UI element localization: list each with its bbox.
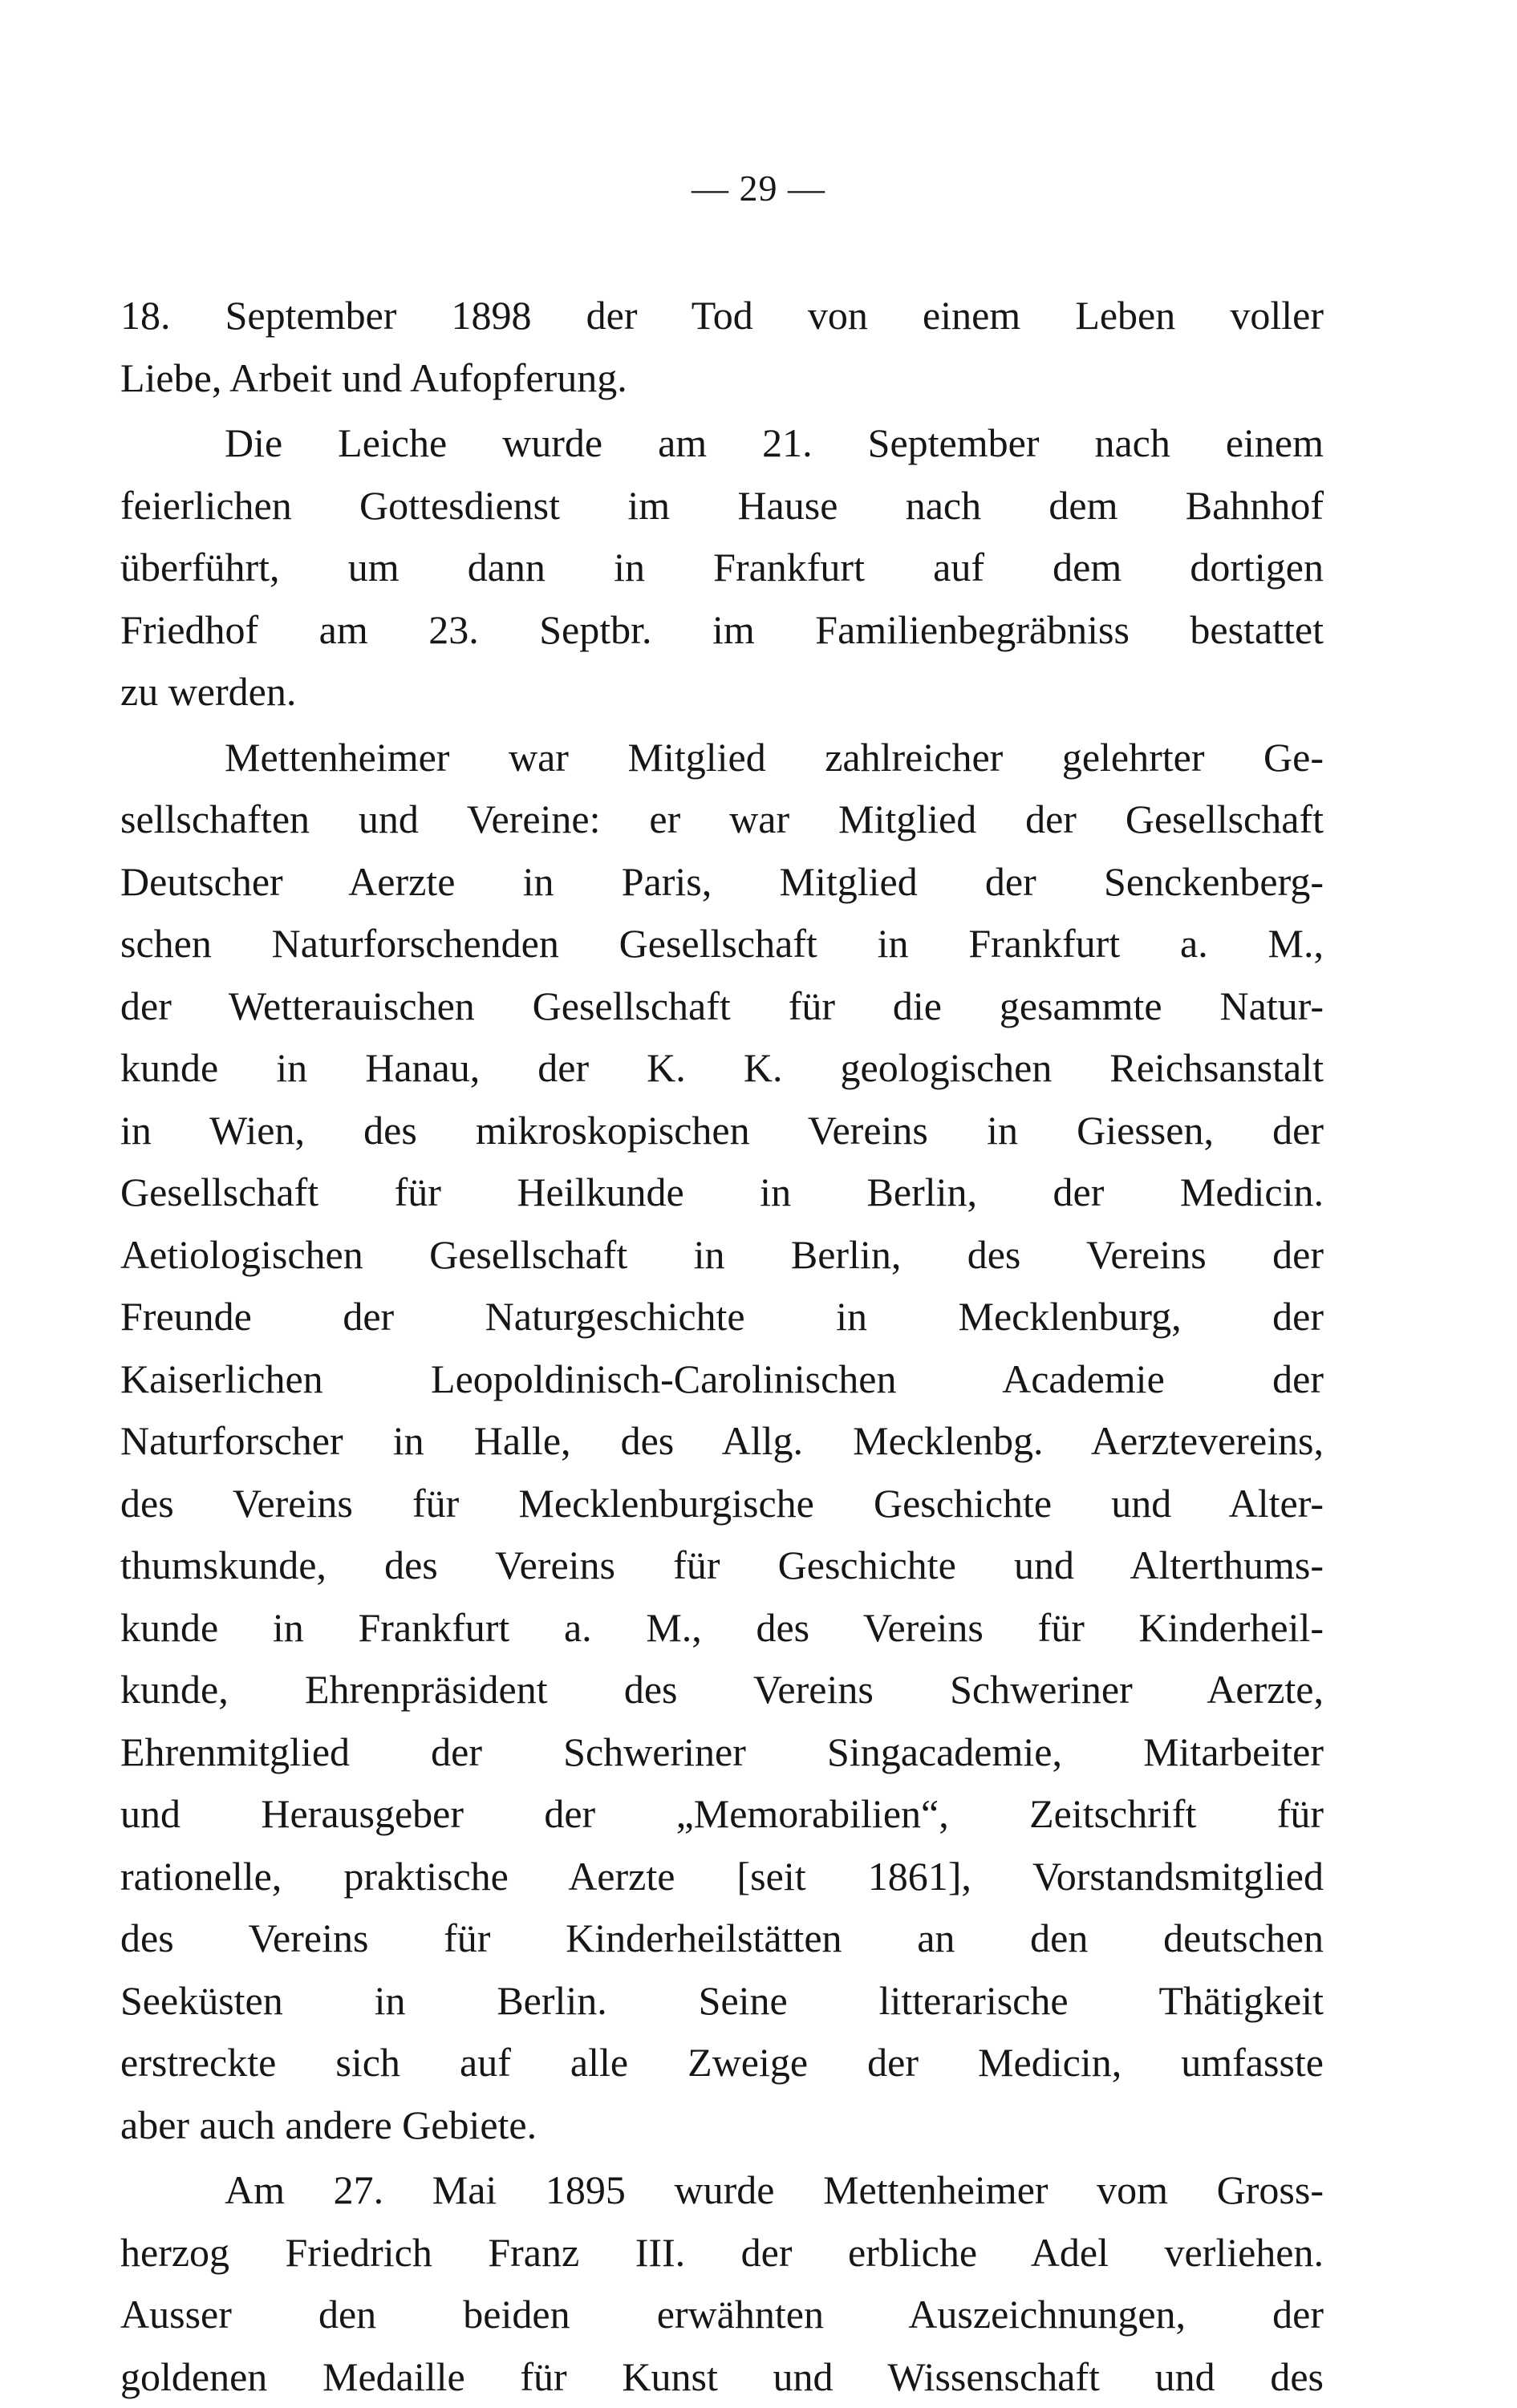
text-line: in Wien, des mikroskopischen Vereins in Giessen, der bbox=[120, 1100, 1324, 1162]
text-line: der Wetterauischen Gesellschaft für die gesammte Natur- bbox=[120, 975, 1324, 1038]
text-line: kunde in Frankfurt a. M., des Vereins für Kinderheil- bbox=[120, 1597, 1324, 1660]
text-line: Ehrenmitglied der Schweriner Singacademie, Mitarbeiter bbox=[120, 1721, 1324, 1784]
paragraph bbox=[120, 727, 1324, 2157]
text-line: sellschaften und Vereine: er war Mitglied der Gesellschaft bbox=[120, 788, 1324, 851]
text-line: Die Leiche wurde am 21. September nach einem bbox=[120, 412, 1324, 475]
text-line: Kaiserlichen Leopoldinisch-Carolinischen Academie der bbox=[120, 1348, 1324, 1411]
text-line: goldenen Medaille für Kunst und Wissenschaft und des bbox=[120, 2346, 1324, 2408]
text-line: überführt, um dann in Frankfurt auf dem dortigen bbox=[120, 537, 1324, 599]
text-line: kunde, Ehrenpräsident des Vereins Schweriner Aerzte, bbox=[120, 1659, 1324, 1721]
text-line: rationelle, praktische Aerzte [seit 1861], Vorstandsmitglied bbox=[120, 1846, 1324, 1908]
text-line: zu werden. bbox=[120, 661, 1324, 724]
text-line: kunde in Hanau, der K. K. geologischen Reichsanstalt bbox=[120, 1037, 1324, 1100]
text-line: Freunde der Naturgeschichte in Mecklenburg, der bbox=[120, 1286, 1324, 1348]
text-line: Am 27. Mai 1895 wurde Mettenheimer vom Gross- bbox=[120, 2159, 1324, 2222]
text-line: Deutscher Aerzte in Paris, Mitglied der Senckenberg- bbox=[120, 851, 1324, 914]
text-line: aber auch andere Gebiete. bbox=[120, 2094, 1324, 2157]
text-line: Mettenheimer war Mitglied zahlreicher gelehrter Ge- bbox=[120, 727, 1324, 789]
paragraph bbox=[120, 412, 1324, 724]
text-line: Friedhof am 23. Septbr. im Familienbegräbniss bestattet bbox=[120, 599, 1324, 662]
text-line: des Vereins für Mecklenburgische Geschichte und Alter- bbox=[120, 1473, 1324, 1535]
text-line: des Vereins für Kinderheilstätten an den deutschen bbox=[120, 1907, 1324, 1970]
paragraph bbox=[120, 285, 1324, 409]
text-line: herzog Friedrich Franz III. der erbliche Adel verliehen. bbox=[120, 2222, 1324, 2284]
page-number: — 29 — bbox=[0, 170, 1517, 207]
text-line: Aetiologischen Gesellschaft in Berlin, des Vereins der bbox=[120, 1224, 1324, 1287]
text-line: und Herausgeber der „Memorabilien“, Zeitschrift für bbox=[120, 1783, 1324, 1846]
text-line: Liebe, Arbeit und Aufopferung. bbox=[120, 347, 1324, 410]
text-line: feierlichen Gottesdienst im Hause nach dem Bahnhof bbox=[120, 475, 1324, 537]
text-line: thumskunde, des Vereins für Geschichte und Alterthums- bbox=[120, 1534, 1324, 1597]
body-text bbox=[120, 285, 1324, 2408]
text-line: 18. September 1898 der Tod von einem Leben voller bbox=[120, 285, 1324, 347]
paragraph bbox=[120, 2159, 1324, 2408]
text-line: Seeküsten in Berlin. Seine litterarische Thätigkeit bbox=[120, 1970, 1324, 2033]
text-line: Naturforscher in Halle, des Allg. Mecklenbg. Aerztevereins, bbox=[120, 1410, 1324, 1473]
text-line: schen Naturforschenden Gesellschaft in Frankfurt a. M., bbox=[120, 913, 1324, 975]
text-line: erstreckte sich auf alle Zweige der Medicin, umfasste bbox=[120, 2032, 1324, 2094]
text-line: Ausser den beiden erwähnten Auszeichnungen, der bbox=[120, 2284, 1324, 2346]
text-line: Gesellschaft für Heilkunde in Berlin, der Medicin. bbox=[120, 1161, 1324, 1224]
